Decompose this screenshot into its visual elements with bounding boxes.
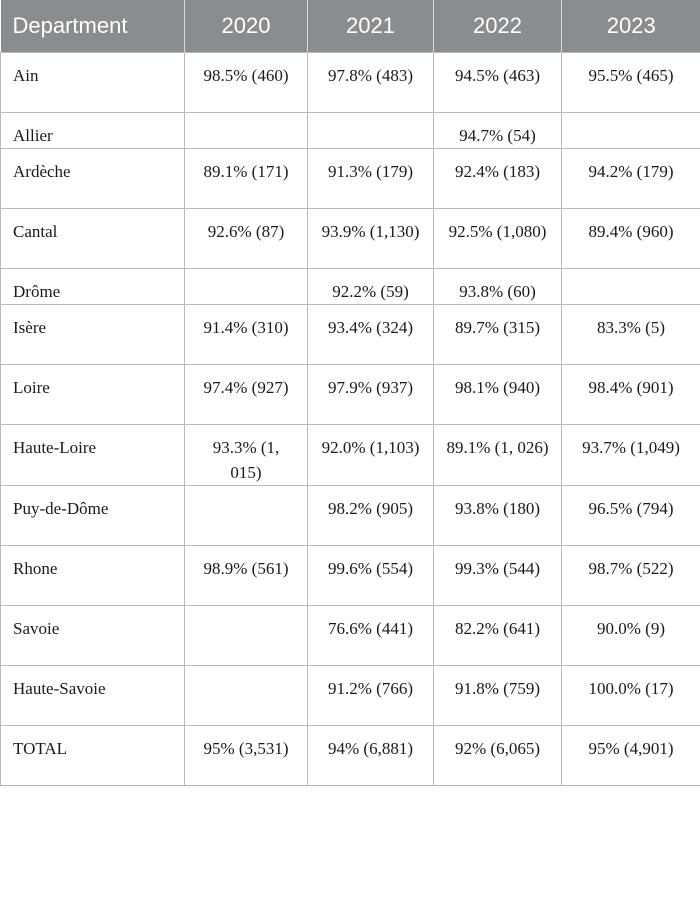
value-cell: 98.1% (940) (434, 365, 562, 425)
value-cell: 98.7% (522) (562, 546, 700, 606)
value-cell (185, 269, 308, 305)
value-cell: 98.9% (561) (185, 546, 308, 606)
table-row (1, 486, 700, 546)
value-cell: 94.7% (54) (434, 113, 562, 149)
department-cell: Puy-de-Dôme (1, 486, 185, 546)
table-row (1, 546, 700, 606)
total-row (1, 726, 700, 786)
value-cell: 93.4% (324) (308, 305, 434, 365)
department-cell: Isère (1, 305, 185, 365)
department-cell: Ardèche (1, 149, 185, 209)
department-cell: Drôme (1, 269, 185, 305)
value-cell: 98.4% (901) (562, 365, 700, 425)
department-cell: TOTAL (1, 726, 185, 786)
value-cell: 90.0% (9) (562, 606, 700, 666)
header-2020: 2020 (185, 0, 308, 53)
value-cell (562, 113, 700, 149)
value-cell: 92.5% (1,080) (434, 209, 562, 269)
value-cell: 76.6% (441) (308, 606, 434, 666)
table-row (1, 209, 700, 269)
value-cell: 89.1% (171) (185, 149, 308, 209)
value-cell: 89.4% (960) (562, 209, 700, 269)
value-cell: 89.1% (1, 026) (434, 425, 562, 486)
value-cell (185, 666, 308, 726)
value-cell: 96.5% (794) (562, 486, 700, 546)
value-cell: 100.0% (17) (562, 666, 700, 726)
value-cell: 97.8% (483) (308, 53, 434, 113)
table-row (1, 425, 700, 486)
department-cell: Haute-Savoie (1, 666, 185, 726)
value-cell (185, 486, 308, 546)
value-cell: 93.8% (180) (434, 486, 562, 546)
department-cell: Savoie (1, 606, 185, 666)
value-cell: 91.3% (179) (308, 149, 434, 209)
header-row (1, 0, 700, 53)
table-row (1, 269, 700, 305)
value-cell (185, 606, 308, 666)
value-cell: 97.9% (937) (308, 365, 434, 425)
value-cell: 94.5% (463) (434, 53, 562, 113)
value-cell: 91.4% (310) (185, 305, 308, 365)
table-row (1, 666, 700, 726)
value-cell (562, 269, 700, 305)
header-2023: 2023 (562, 0, 700, 53)
table-row (1, 113, 700, 149)
value-cell: 92.4% (183) (434, 149, 562, 209)
value-cell: 83.3% (5) (562, 305, 700, 365)
department-cell: Haute-Loire (1, 425, 185, 486)
table-row (1, 53, 700, 113)
value-cell: 93.7% (1,049) (562, 425, 700, 486)
value-cell: 97.4% (927) (185, 365, 308, 425)
header-2021: 2021 (308, 0, 434, 53)
table-row (1, 305, 700, 365)
value-cell: 92.6% (87) (185, 209, 308, 269)
department-cell: Cantal (1, 209, 185, 269)
value-cell: 92% (6,065) (434, 726, 562, 786)
table-row (1, 365, 700, 425)
value-cell: 89.7% (315) (434, 305, 562, 365)
department-cell: Allier (1, 113, 185, 149)
value-cell: 94.2% (179) (562, 149, 700, 209)
value-cell: 91.8% (759) (434, 666, 562, 726)
header-2022: 2022 (434, 0, 562, 53)
department-cell: Loire (1, 365, 185, 425)
value-cell: 82.2% (641) (434, 606, 562, 666)
table-row (1, 606, 700, 666)
value-cell (185, 113, 308, 149)
value-cell: 99.6% (554) (308, 546, 434, 606)
department-cell: Rhone (1, 546, 185, 606)
value-cell: 95.5% (465) (562, 53, 700, 113)
value-cell: 93.9% (1,130) (308, 209, 434, 269)
value-cell (308, 113, 434, 149)
value-cell: 92.2% (59) (308, 269, 434, 305)
value-cell: 93.8% (60) (434, 269, 562, 305)
value-cell: 92.0% (1,103) (308, 425, 434, 486)
value-cell: 98.2% (905) (308, 486, 434, 546)
value-cell: 95% (3,531) (185, 726, 308, 786)
header-department: Department (1, 0, 185, 53)
value-cell: 93.3% (1, 015) (185, 425, 308, 486)
value-cell: 99.3% (544) (434, 546, 562, 606)
department-cell: Ain (1, 53, 185, 113)
value-cell: 95% (4,901) (562, 726, 700, 786)
value-cell: 94% (6,881) (308, 726, 434, 786)
value-cell: 91.2% (766) (308, 666, 434, 726)
value-cell: 98.5% (460) (185, 53, 308, 113)
table-row (1, 149, 700, 209)
